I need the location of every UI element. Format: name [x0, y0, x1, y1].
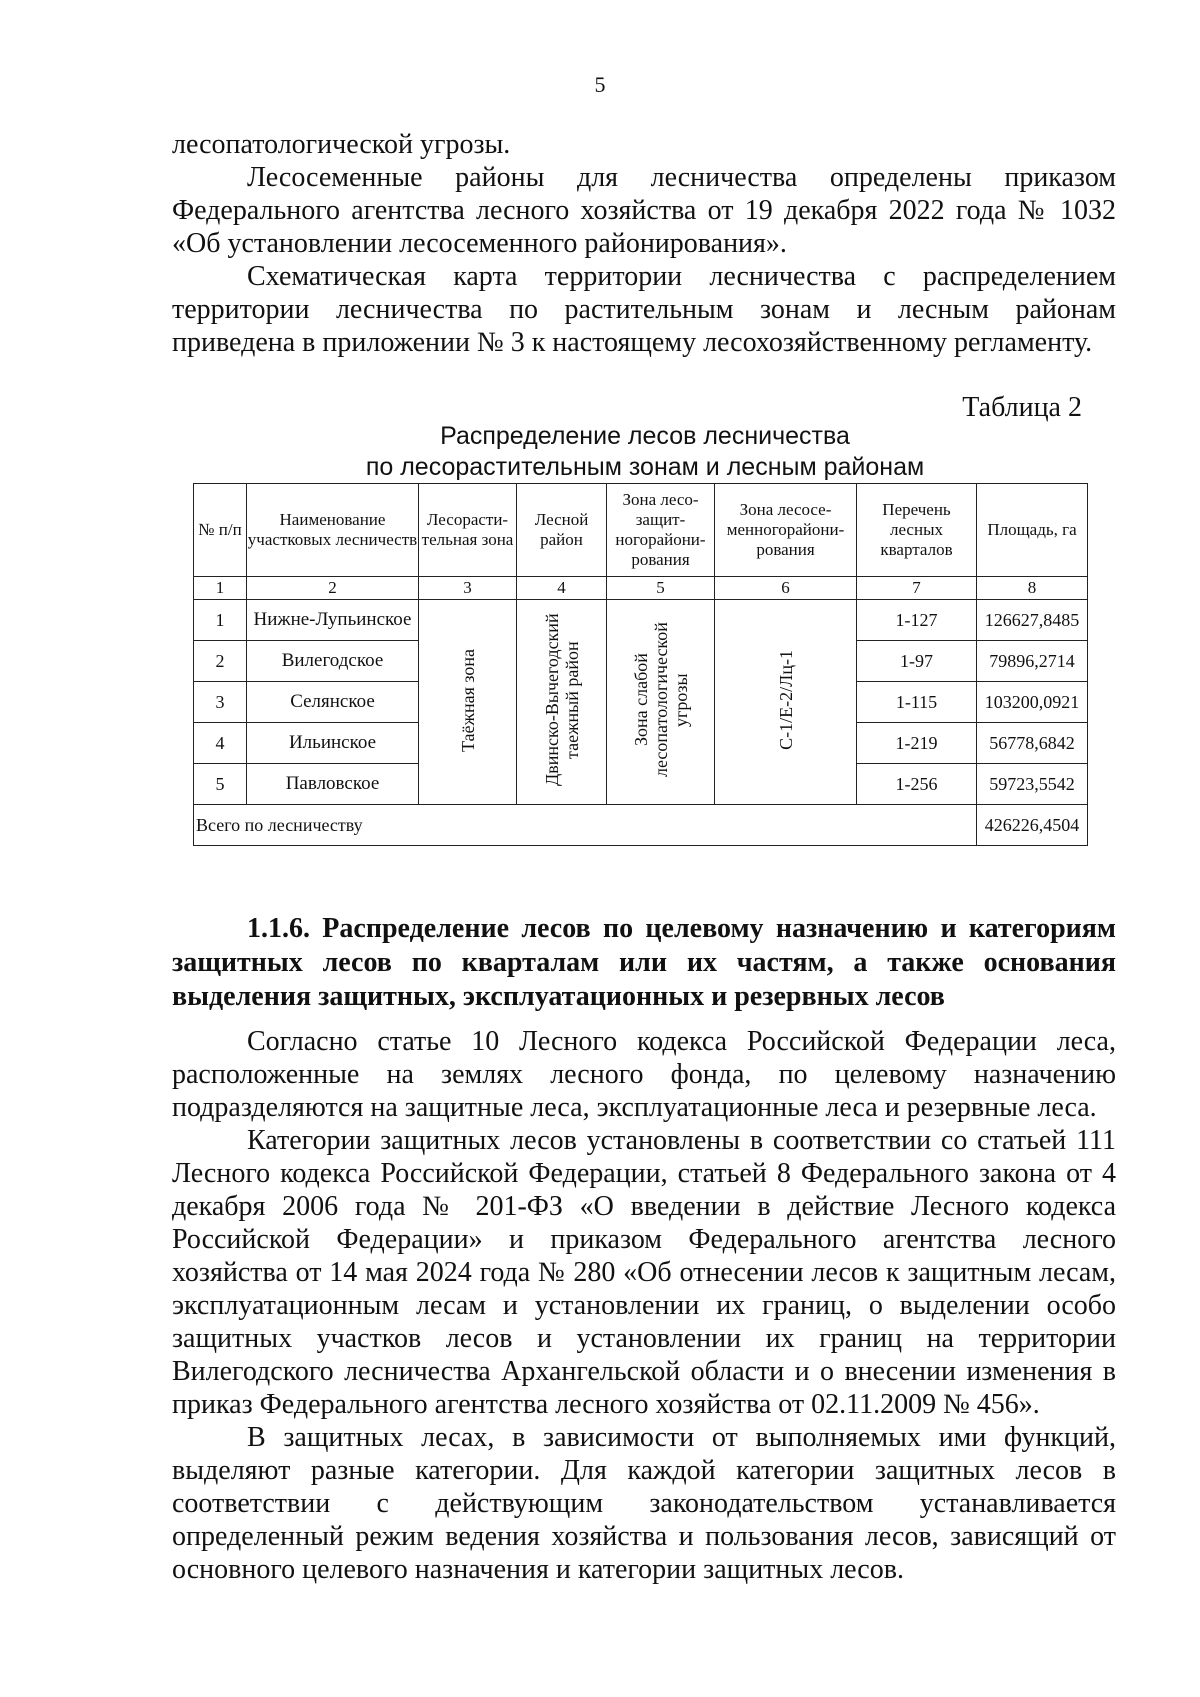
area-cell: 59723,5542	[977, 764, 1088, 805]
text-line: приказ Федерального агентства лесного хозяйства от 02.11.2009 № 456».	[172, 1389, 1040, 1420]
column-number: 8	[977, 577, 1088, 600]
text-line: определенный режим ведения хозяйства и пользования лесов, зависящий от	[172, 1521, 1116, 1552]
total-label: Всего по лесничеству	[194, 805, 977, 846]
merged-zone-cell	[419, 600, 517, 805]
text-line: расположенные на землях лесного фонда, по целевому назначению	[172, 1059, 1116, 1090]
merged-region-cell	[517, 600, 607, 805]
table-header-row	[194, 484, 1088, 577]
area-cell: 126627,8485	[977, 600, 1088, 641]
text-line: хозяйства от 14 мая 2024 года № 280 «Об отнесении лесов к защитным лесам,	[172, 1257, 1116, 1288]
area-cell: 103200,0921	[977, 682, 1088, 723]
forestry-name: Вилегодское	[247, 641, 419, 682]
text-line: основного целевого назначения и категории защитных лесов.	[172, 1554, 904, 1585]
forestry-name: Селянское	[247, 682, 419, 723]
table-label: Таблица 2	[962, 392, 1082, 423]
text-line: Федерального агентства лесного хозяйства от 19 декабря 2022 года № 1032	[172, 195, 1116, 226]
table-caption-line: по лесорастительным зонам и лесным районам	[365, 453, 925, 481]
text-line: Лесного кодекса Российской Федерации, статьей 8 Федерального закона от 4	[172, 1158, 1116, 1189]
total-value: 426226,4504	[977, 805, 1088, 846]
text-line: «Об установлении лесосеменного районирования».	[172, 228, 787, 259]
column-number: 6	[715, 577, 857, 600]
text-line: территории лесничества по растительным зонам и лесным районам	[172, 294, 1116, 325]
row-number: 2	[194, 641, 247, 682]
quarters-cell: 1-115	[857, 682, 977, 723]
row-number: 5	[194, 764, 247, 805]
text-line: Лесосеменные районы для лесничества определены приказом	[247, 162, 1116, 193]
text-line: Категории защитных лесов установлены в соответствии со статьей 111	[247, 1125, 1116, 1156]
paragraph-continuation	[172, 128, 1116, 161]
text-line: лесопатологической угрозы.	[172, 129, 511, 160]
column-number-row	[194, 577, 1088, 600]
header-cell: Лесной район	[517, 484, 607, 577]
quarters-cell: 1-127	[857, 600, 977, 641]
header-cell: Зона лесосе-менногорайони-рования	[715, 484, 857, 577]
text-line: Вилегодского лесничества Архангельской области и о внесении изменения в	[172, 1356, 1116, 1387]
table-total-row	[194, 805, 1088, 846]
text-line: Российской Федерации» и приказом Федерального агентства лесного	[172, 1224, 1116, 1255]
header-cell: Площадь, га	[977, 484, 1088, 577]
paragraph-categories	[172, 1124, 1116, 1421]
row-number: 4	[194, 723, 247, 764]
column-number: 3	[419, 577, 517, 600]
paragraph-schematic-map	[172, 260, 1116, 359]
text-line: соответствии с действующим законодательством устанавливается	[172, 1488, 1116, 1519]
header-cell: Зона лесо-защит-ногорайони-рования	[607, 484, 715, 577]
row-number: 3	[194, 682, 247, 723]
quarters-cell: 1-219	[857, 723, 977, 764]
merged-protection-zone-cell	[607, 600, 715, 805]
text-line: декабря 2006 года № 201-ФЗ «О введении в действие Лесного кодекса	[172, 1191, 1116, 1222]
text-line: защитных участков лесов и установлении их границ на территории	[172, 1323, 1116, 1354]
table-caption-line: Распределение лесов лесничества	[440, 422, 850, 450]
header-cell: Перечень лесных кварталов	[857, 484, 977, 577]
text-line: выделяют разные категории. Для каждой категории защитных лесов в	[172, 1455, 1116, 1486]
table-row	[194, 600, 1088, 641]
column-number: 7	[857, 577, 977, 600]
forestry-name: Нижне-Лупьинское	[247, 600, 419, 641]
heading-line: выделения защитных, эксплуатационных и резервных лесов	[172, 981, 945, 1012]
protection-zone-text: Зона слабой лесопатологической угрозы	[630, 622, 691, 778]
text-line: Согласно статье 10 Лесного кодекса Российской Федерации леса,	[247, 1026, 1116, 1057]
seed-zone-text: С-1/Е-2/Лц-1	[775, 650, 796, 750]
text-line: подразделяются на защитные леса, эксплуатационные леса и резервные леса.	[172, 1092, 1097, 1123]
header-cell: № п/п	[194, 484, 247, 577]
text-line: Схематическая карта территории лесничества с распределением	[247, 261, 1116, 292]
heading-line: защитных лесов по кварталам или их частям, а также основания	[172, 947, 1116, 978]
merged-seed-zone-cell	[715, 600, 857, 805]
header-cell: Лесорасти-тельная зона	[419, 484, 517, 577]
section-heading	[172, 912, 1116, 1014]
column-number: 1	[194, 577, 247, 600]
row-number: 1	[194, 600, 247, 641]
text-line: В защитных лесах, в зависимости от выполняемых ими функций,	[247, 1422, 1116, 1453]
quarters-cell: 1-256	[857, 764, 977, 805]
text-line: приведена в приложении № 3 к настоящему лесохозяйственному регламенту.	[172, 327, 1093, 358]
forest-distribution-table	[193, 483, 1088, 846]
paragraph-purpose	[172, 1025, 1116, 1124]
column-number: 4	[517, 577, 607, 600]
quarters-cell: 1-97	[857, 641, 977, 682]
column-number: 5	[607, 577, 715, 600]
paragraph-seed-regions	[172, 161, 1116, 260]
forestry-name: Ильинское	[247, 723, 419, 764]
paragraph-regime	[172, 1421, 1116, 1586]
region-text: Двинско-Вычегодский таежный район	[541, 613, 582, 787]
zone-text: Таёжная зона	[457, 648, 478, 752]
table-caption	[192, 421, 1098, 483]
heading-line: 1.1.6. Распределение лесов по целевому назначению и категориям	[247, 913, 1116, 944]
area-cell: 56778,6842	[977, 723, 1088, 764]
page-number: 5	[594, 72, 606, 97]
area-cell: 79896,2714	[977, 641, 1088, 682]
column-number: 2	[247, 577, 419, 600]
forestry-name: Павловское	[247, 764, 419, 805]
text-line: эксплуатационным лесам и установлении их границ, о выделении особо	[172, 1290, 1116, 1321]
header-cell: Наименование участковых лесничеств	[247, 484, 419, 577]
